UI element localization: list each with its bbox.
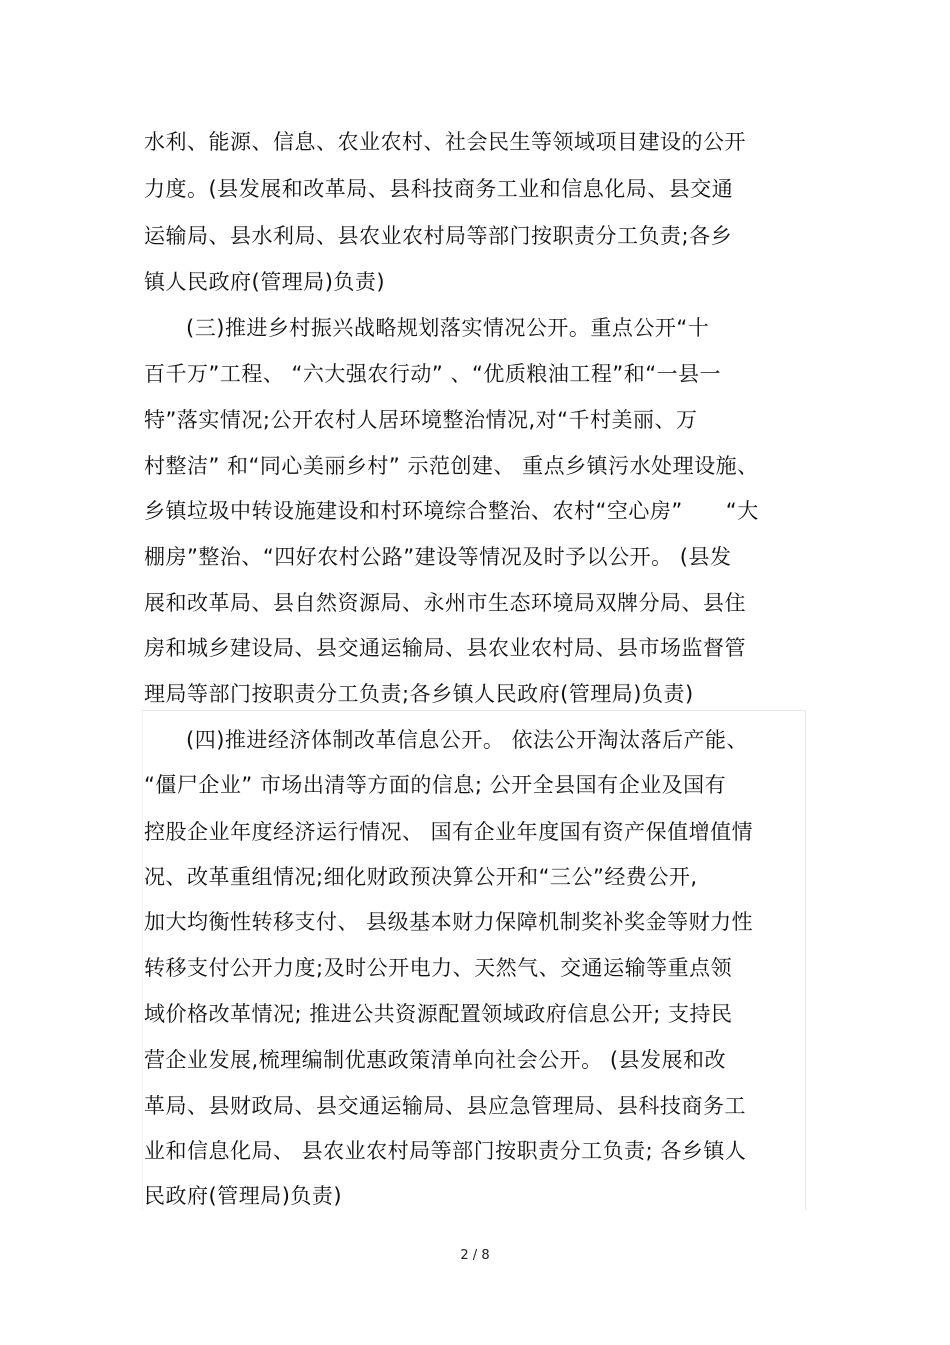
text-line: “僵尸企业” 市场出清等方面的信息; 公开全县国有企业及国有 [144,773,727,797]
text-line: 民政府(管理局)负责) [144,1184,343,1208]
text-line: 特”落实情况;公开农村人居环境整治情况,对“千村美丽、万 [144,408,698,432]
text-line: 房和城乡建设局、县交通运输局、县农业农村局、县市场监督管 [144,636,746,660]
text-line: 控股企业年度经济运行情况、 国有企业年度国有资产保值增值情 [144,820,754,844]
section-heading-4: (四)推进经济体制改革信息公开。 依法公开淘汰落后产能、 [186,728,749,752]
section-heading-3: (三)推进乡村振兴战略规划落实情况公开。重点公开“十 [186,316,710,340]
text-line: 棚房”整治、“四好农村公路”建设等情况及时予以公开。 (县发 [144,545,732,569]
page-number: 2 / 8 [460,1248,490,1263]
text-line: 营企业发展,梳理编制优惠政策清单向社会公开。 (县发展和改 [144,1048,727,1072]
text-line: 乡镇垃圾中转设施建设和村环境综合整治、农村“空心房” “大 [144,499,759,523]
text-line: 力度。(县发展和改革局、县科技商务工业和信息化局、县交通 [144,177,734,201]
text-line: 水利、能源、信息、农业农村、社会民生等领域项目建设的公开 [144,130,746,154]
text-line: 革局、县财政局、县交通运输局、县应急管理局、县科技商务工 [144,1094,746,1118]
text-line: 理局等部门按职责分工负责;各乡镇人民政府(管理局)负责) [144,682,694,706]
text-line: 展和改革局、县自然资源局、永州市生态环境局双牌分局、县住 [144,591,746,615]
text-line: 转移支付公开力度;及时公开电力、天然气、交通运输等重点领 [144,956,733,980]
text-line: 况、改革重组情况;细化财政预决算公开和“三公”经费公开, [144,865,698,889]
text-line: 业和信息化局、 县农业农村局等部门按职责分工负责; 各乡镇人 [144,1139,747,1163]
text-line: 镇人民政府(管理局)负责) [144,270,386,294]
text-line: 域价格改革情况; 推进公共资源配置领域政府信息公开; 支持民 [144,1002,733,1026]
text-line: 百千万”工程、 “六大强农行动” 、“优质粮油工程”和“一县一 [144,362,722,386]
text-line: 运输局、县水利局、县农业农村局等部门按职责分工负责;各乡 [144,224,733,248]
text-line: 加大均衡性转移支付、 县级基本财力保障机制奖补奖金等财力性 [144,910,754,934]
text-line: 村整洁” 和“同心美丽乡村” 示范创建、 重点乡镇污水处理设施、 [144,454,759,478]
